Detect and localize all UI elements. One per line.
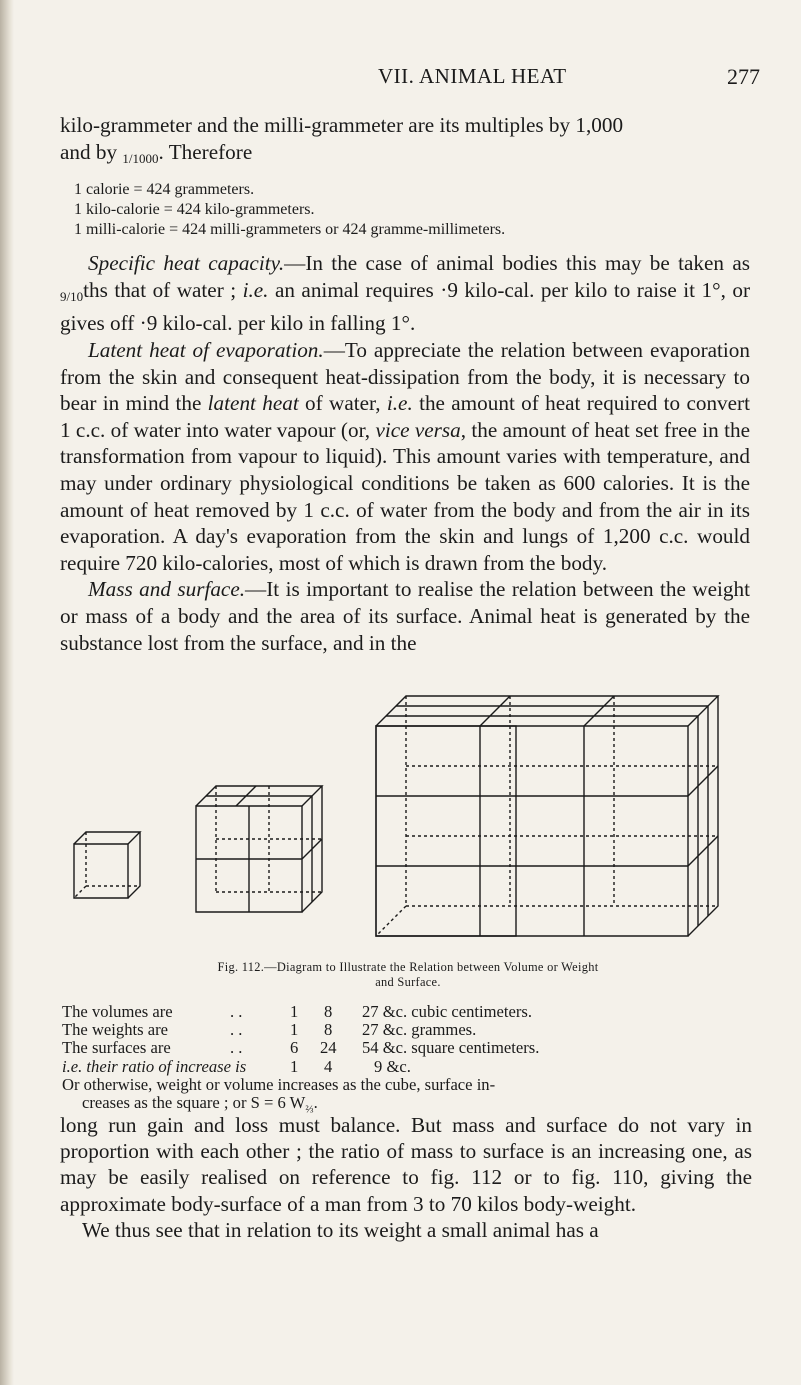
specific-heat-text-a: —In the case of animal bodies this may be taken as xyxy=(284,251,750,276)
row-note: 27 &c. cubic centimeters. xyxy=(362,1002,533,1021)
lower-text-block xyxy=(60,1112,752,1243)
figure-caption-line-2: and Surface. xyxy=(375,975,441,989)
row-value-a: 1 xyxy=(290,1002,299,1021)
book-binding-edge xyxy=(0,0,14,1385)
cube-size-2 xyxy=(196,786,322,912)
equation-milli-calorie: 1 milli-calorie = 424 milli-grammeters or 424 gramme-millimeters. xyxy=(74,221,506,239)
ratio-table xyxy=(62,1003,752,1118)
upper-text-block xyxy=(60,112,750,656)
equation-kilo-calorie: 1 kilo-calorie = 424 kilo-grammeters. xyxy=(74,201,315,219)
equation-list xyxy=(74,180,750,240)
figure-caption-line-1: Fig. 112.—Diagram to Illustrate the Relation between Volume or Weight xyxy=(217,960,599,974)
running-head: VII. ANIMAL HEAT xyxy=(378,64,567,88)
conclusion-paragraph-2: We thus see that in relation to its weight a small animal has a xyxy=(82,1217,599,1242)
intro-line-1: kilo-grammeter and the milli-grammeter are its multiples by 1,000 xyxy=(60,113,624,137)
footnote-formula: creases as the square ; or S = 6 W xyxy=(82,1092,306,1112)
table-row xyxy=(62,1003,752,1021)
mass-surface-paragraph xyxy=(60,576,750,656)
latent-heat-vice-versa: vice versa xyxy=(375,417,461,442)
row-note: 54 &c. square centimeters. xyxy=(362,1038,540,1058)
row-value-b: 8 xyxy=(324,1020,333,1040)
row-value-b: 4 xyxy=(324,1056,333,1076)
row-dots: . . xyxy=(230,1038,243,1058)
intro-line-2-end: . Therefore xyxy=(158,139,253,164)
page-number: 277 xyxy=(727,64,760,89)
table-row xyxy=(62,1058,752,1076)
row-note: 27 &c. grammes. xyxy=(362,1020,477,1040)
table-row xyxy=(62,1021,752,1039)
page-header xyxy=(60,64,760,94)
row-label: The weights are xyxy=(62,1020,168,1040)
latent-heat-emphasis: latent heat xyxy=(207,391,299,416)
specific-heat-text-b: ths that of water ; xyxy=(83,277,243,302)
latent-heat-heading: Latent heat of evaporation. xyxy=(88,337,324,362)
specific-heat-text-c: an animal requires ·9 kilo-cal. per kilo to raise it 1°, or gives off ·9 kilo-cal. per kilo in falling 1°. xyxy=(60,277,751,336)
footnote-exponent: ⅔ xyxy=(305,1103,314,1116)
specific-heat-ie: i.e. xyxy=(242,277,269,302)
cube-diagram-svg xyxy=(66,666,756,958)
fraction-one-thousandth: 1/1000 xyxy=(122,150,159,166)
specific-heat-heading: Specific heat capacity. xyxy=(88,251,285,276)
intro-paragraph xyxy=(60,112,750,172)
intro-line-2-start: and by xyxy=(60,139,123,164)
row-note: 9 &c. xyxy=(374,1056,411,1076)
table-row xyxy=(62,1039,752,1057)
mass-surface-heading: Mass and surface. xyxy=(88,577,246,602)
mass-surface-text: —It is important to realise the relation between the weight or mass of a body and the area of its surface. Animal heat is generated by the substance lost from the surface, and in the xyxy=(60,577,750,655)
equation-calorie: 1 calorie = 424 grammeters. xyxy=(74,181,255,199)
cube-size-3 xyxy=(376,696,718,936)
cube-size-1 xyxy=(74,832,140,898)
latent-heat-text-d: , the amount of heat set free in the transformation from vapour to liquid). This amount varies with temperature, and may under ordinary physiological conditions be taken as 600 calories. It is the amount of heat removed by 1 c.c. of water from the body and from the air in its evaporation. A day's evaporation from the skin and lungs of 1,200 c.c. would require 720 kilo-calories, most of which is drawn from the body. xyxy=(60,417,751,575)
latent-heat-ie: i.e. xyxy=(386,391,413,416)
row-label: The volumes are xyxy=(62,1002,173,1021)
row-value-a: 6 xyxy=(290,1038,299,1058)
latent-heat-text-a: —To appreciate the relation between evaporation from the skin and consequent heat-dissipation from the body, it is necessary to bear in mind the xyxy=(60,337,750,416)
row-value-b: 8 xyxy=(324,1002,333,1021)
latent-heat-text-b: of water, xyxy=(298,391,387,416)
latent-heat-paragraph xyxy=(60,337,750,576)
specific-heat-paragraph xyxy=(60,250,750,337)
table-footnote-line-1: Or otherwise, weight or volume increases as the cube, surface in- xyxy=(62,1074,496,1094)
row-label: The surfaces are xyxy=(62,1038,171,1058)
conclusion-paragraph-1: long run gain and loss must balance. But mass and surface do not vary in proportion with each other ; the ratio of mass to surface is an increasing one, as may be easily realised on reference to fig. 112 or to fig. 110, giving the approximate body-surface of a man from 3 to 70 kilos body-weight. xyxy=(60,1113,752,1216)
fraction-nine-tenths: 9/10 xyxy=(60,288,84,304)
row-value-a: 1 xyxy=(290,1020,299,1040)
row-dots: . . xyxy=(230,1002,243,1021)
row-label: i.e. their ratio of increase is xyxy=(62,1056,247,1076)
footnote-end: . xyxy=(313,1092,318,1112)
latent-heat-text-c: the amount of heat required to convert 1 c.c. of water into water vapour (or, xyxy=(60,391,750,442)
row-value-a: 1 xyxy=(290,1056,299,1076)
row-value-b: 24 xyxy=(320,1038,337,1058)
figure-caption xyxy=(58,960,758,990)
figure-cube-diagram xyxy=(66,666,756,958)
row-dots: . . xyxy=(230,1020,243,1040)
